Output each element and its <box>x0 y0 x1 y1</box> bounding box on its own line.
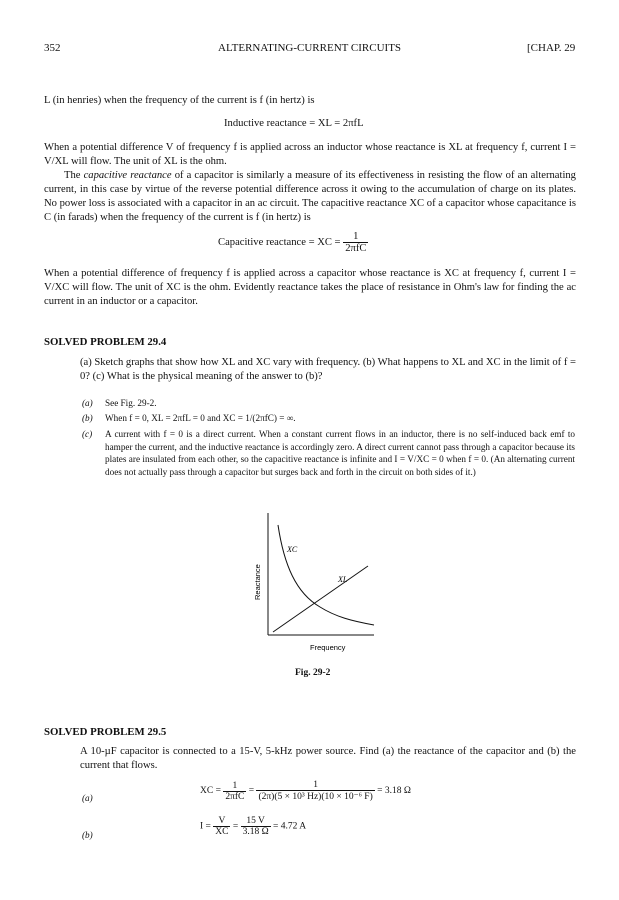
inductor-paragraph: When a potential difference V of frequency f is applied across an inductor whose reactance is XL at frequency f, current I = V/XL will flow. The unit of XL is the ohm. <box>44 142 576 167</box>
reactance-frequency-figure <box>240 505 380 655</box>
current-result: = 4.72 A <box>273 821 307 832</box>
reactance-fraction-1-num: 1 <box>232 780 238 791</box>
current-fraction-1-den: XC <box>215 827 229 837</box>
current-fraction-1-num: V <box>218 816 226 826</box>
answer-b-label: (b) <box>82 413 93 423</box>
inductive-reactance-equation: Inductive reactance = XL = 2πfL <box>224 118 364 129</box>
reactance-lhs: XC = <box>200 786 221 797</box>
problem-29-5-title: SOLVED PROBLEM 29.5 <box>44 726 167 738</box>
capacitive-eq-numerator: 1 <box>353 231 359 242</box>
reactance-fraction-2 <box>256 780 374 802</box>
capacitive-reactance-term: capacitive reactance <box>83 170 172 181</box>
running-title: ALTERNATING-CURRENT CIRCUITS <box>218 42 402 54</box>
xl-line-label: XL <box>338 575 348 584</box>
reactance-fraction-1-den: 2πfC <box>225 791 245 802</box>
current-fraction-1 <box>213 816 230 837</box>
capacitive-paragraph <box>44 169 576 225</box>
capacitive-paragraph-body: of a capacitor is similarly a measure of its effectiveness in resisting the flow of an alternating current, in this case by virtue of the reverse potential difference across it owing to the accumulation of charge on its plates. No power loss is associated with a capacitor in an ac circuit. The capacitive reactance XC of a capacitor whose capacitance is C (in farads) when the frequency of the current is f (in hertz) is <box>44 170 576 223</box>
current-fraction-2 <box>241 816 271 837</box>
figure-caption: Fig. 29-2 <box>295 668 331 678</box>
solution-b-label: (b) <box>82 830 93 840</box>
x-axis-label: Frequency <box>310 643 346 652</box>
current-lhs: I = <box>200 821 211 832</box>
answer-a-text: See Fig. 29-2. <box>105 398 157 408</box>
reactance-fraction-2-den: (2π)(5 × 10³ Hz)(10 × 10⁻⁶ F) <box>258 792 373 802</box>
chapter-label: [CHAP. 29 <box>527 42 576 54</box>
xc-curve-label: XC <box>287 545 298 554</box>
problem-29-5-statement: A 10-µF capacitor is connected to a 15-V, 5-kHz power source. Find (a) the reactance of the capacitor and (b) the current that flows. <box>80 746 576 771</box>
reactance-fraction-2-num: 1 <box>313 780 318 790</box>
capacitor-paragraph: When a potential difference of frequency f is applied across a capacitor whose reactance is XC at frequency f, current I = V/XC will flow. The unit of XC is the ohm. Evidently reactance takes the place of resistance in Ohm's law for finding the ac current in an inductor or a capacitor. <box>44 268 576 307</box>
xl-line <box>273 566 368 632</box>
capacitive-eq-denominator: 2πfC <box>345 243 367 254</box>
current-fraction-2-den: 3.18 Ω <box>242 827 269 837</box>
capacitive-paragraph-lead: The <box>64 170 84 181</box>
intro-line: L (in henries) when the frequency of the current is f (in hertz) is <box>44 95 315 106</box>
solution-a-label: (a) <box>82 793 93 803</box>
answer-b-text: When f = 0, XL = 2πfL = 0 and XC = 1/(2πfC) = ∞. <box>105 413 296 423</box>
capacitive-eq-lhs: Capacitive reactance = XC = <box>218 236 341 248</box>
page-number: 352 <box>44 42 61 54</box>
capacitive-eq-fraction <box>343 231 368 254</box>
answer-c-text: A current with f = 0 is a direct current. When a constant current flows in an inductor, there is no self-induced back emf to hamper the current, and the inductive reactance is accordingly zero. A direct current cannot pass through a capacitor because its plates are insulated from each other, so the capacitive reactance is infinite and I = V/XC = 0 when f = 0. (An alternating current does not actually pass through a capacitor but surges back and forth in the circuit on both sides of it.) <box>105 429 575 477</box>
current-fraction-2-num: 15 V <box>246 816 265 826</box>
current-calculation: I = $\frac{V}{XC}$ = $\frac{15 V}{3.18 \Omega}$ = 4.72 A <box>200 816 307 837</box>
problem-29-4-statement: (a) Sketch graphs that show how XL and XC vary with frequency. (b) What happens to XL and XC in the limit of f = 0? (c) What is the physical meaning of the answer to (b)? <box>80 357 576 382</box>
reactance-result: = 3.18 Ω <box>377 786 411 797</box>
capacitive-reactance-equation <box>218 231 368 254</box>
answer-a-label: (a) <box>82 398 93 408</box>
reactance-fraction-1 <box>223 781 246 802</box>
y-axis-label: Reactance <box>253 564 262 600</box>
xc-curve <box>278 525 374 625</box>
reactance-calculation: XC = $\frac{1}{\text{2πfC}}$ = $\frac{1}{\text{(2π)(5 × 10³ Hz)(10 × 10⁻⁶ F)}}$ = 3.18 Ω <box>200 780 411 802</box>
answer-c-label: (c) <box>82 429 93 439</box>
problem-29-4-title: SOLVED PROBLEM 29.4 <box>44 336 167 348</box>
